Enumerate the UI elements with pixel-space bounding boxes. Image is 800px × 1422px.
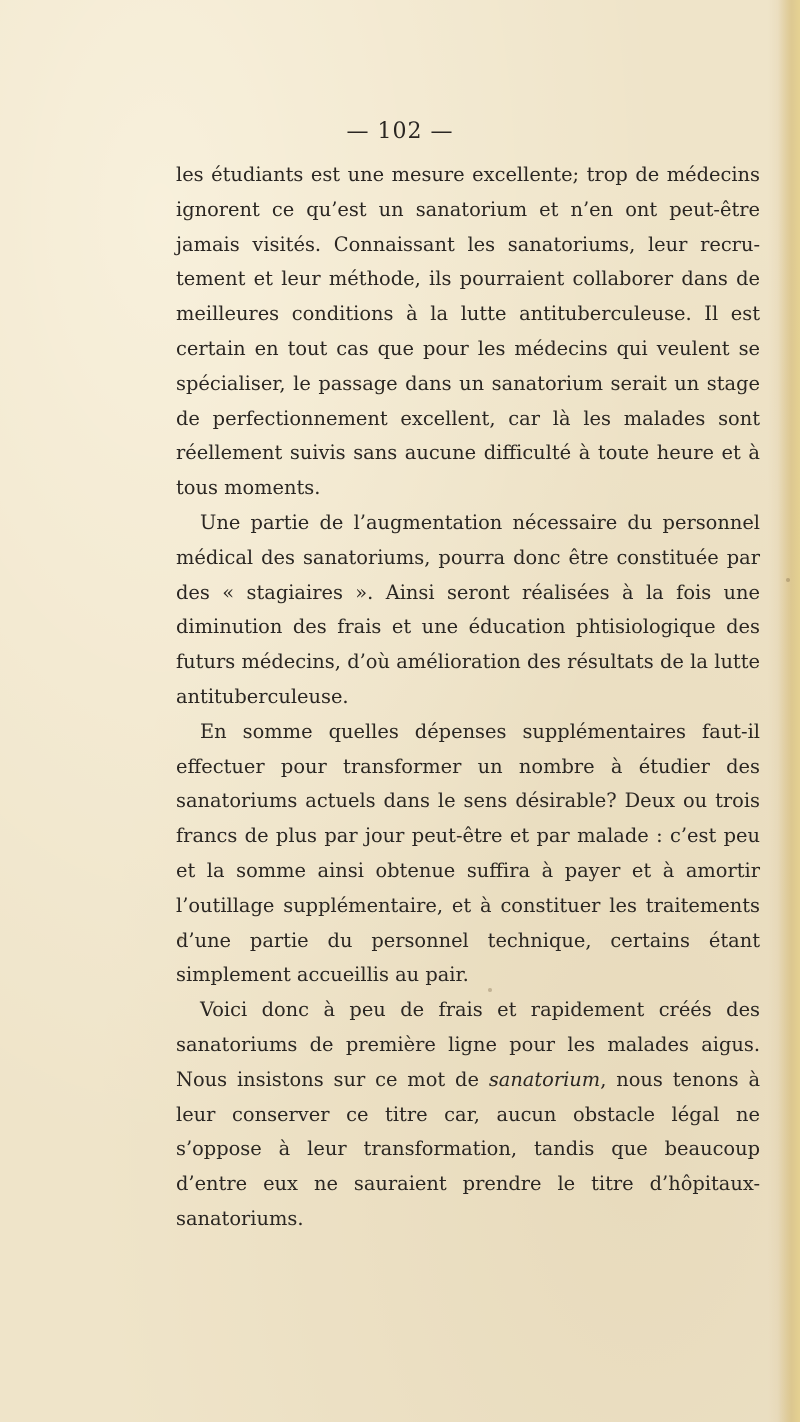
page-number: — 102 — bbox=[346, 119, 454, 144]
paper-speck bbox=[178, 936, 183, 941]
italic-term: sanatorium bbox=[488, 1067, 601, 1091]
paragraph-4-start: Voici donc à peu de frais et rapidement créés des sanatoriums de première ligne pour les malades aigus. Nous insistons sur ce mot de bbox=[176, 998, 760, 1091]
page-edge-shadow bbox=[778, 0, 800, 1422]
paragraph-4 bbox=[176, 993, 760, 1237]
paragraph-3: En somme quelles dépenses supplémentaires faut-il effectuer pour transformer un nombre à étudier des sanatoriums actuels dans le sens désirable? Deux ou trois francs de plus par jour peut-être et par malade : c’est peu et la somme ainsi obtenue suffira à payer et à amortir l’outillage supplémentaire, et à constituer les traitements d’une partie du personnel technique, certains étant simplement accueillis au pair. bbox=[176, 719, 760, 987]
paragraph-4-end: , nous tenons à leur conserver ce titre car, aucun obstacle légal ne s’oppose à leur transformation, tandis que beaucoup d’entre eux ne sauraient prendre le titre d’hôpitaux-sanatoriums. bbox=[176, 1067, 760, 1230]
paper-speck bbox=[786, 578, 790, 582]
paragraph-2: Une partie de l’augmentation nécessaire du personnel médical des sanatoriums, pourra donc être constituée par des « stagiaires ». Ainsi seront réalisées à la fois une diminution des frais et une éducation phtisiologique des futurs médecins, d’où amélioration des résultats de la lutte antituberculeuse. bbox=[176, 510, 760, 708]
body-text bbox=[176, 158, 760, 1237]
paragraph-1: les étudiants est une mesure excellente; trop de médecins ignorent ce qu’est un sanatorium et n’en ont peut-être jamais visités. Connaissant les sanatoriums, leur recru-tement et leur méthode, ils pourraient collaborer dans de meilleures conditions à la lutte antituberculeuse. Il est certain en tout cas que pour les médecins qui veulent se spécialiser, le passage dans un sanatorium serait un stage de perfectionnement excellent, car là les malades sont réellement suivis sans aucune difficulté à toute heure et à tous moments. bbox=[176, 163, 760, 500]
paper-speck bbox=[488, 988, 492, 992]
